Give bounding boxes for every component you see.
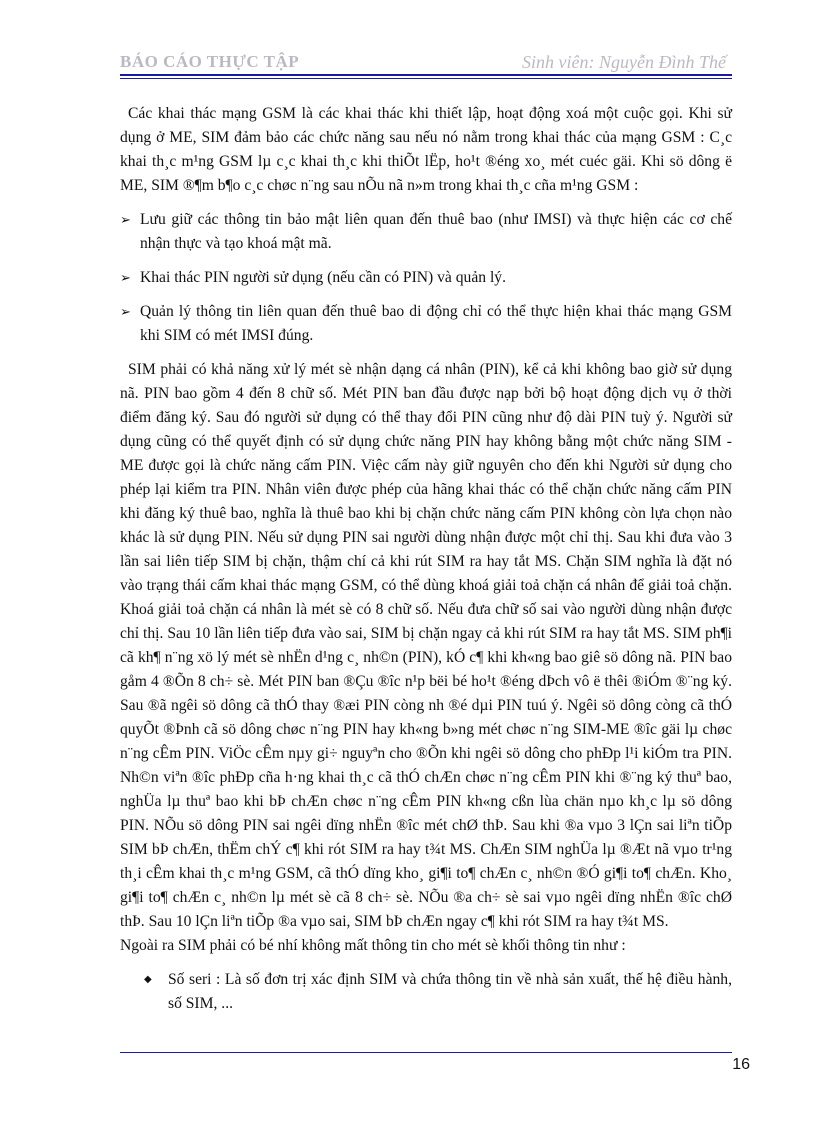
bullet-item [120,300,732,348]
document-body [120,102,732,1016]
serial-text: Số seri : Là số đơn trị xác định SIM và chứa thông tin về nhà sản xuất, thế hệ điều hành, số SIM, ... [168,971,732,1012]
header-rule [120,74,732,76]
header-report-title: BÁO CÁO THỰC TẬP [120,52,300,71]
bullet-item [120,266,732,290]
paragraph-intro: Các khai thác mạng GSM là các khai thác khi thiết lập, hoạt động xoá một cuộc gọi. Khi sử dụng ở ME, SIM đảm bảo các chức năng sau nếu nó nằm trong khai thác của mạng GSM : C¸c khai th¸c m¹ng GSM lµ c¸c khai th¸c khi thiÕt lËp, ho¹t ®éng xo¸ mét cuéc gäi. Khi sö dông ë ME, SIM ®¶m b¶o c¸c chøc n¨ng sau nÕu nã n»m trong khai th¸c cña m¹ng GSM : [120,105,732,194]
bullet-text: Lưu giữ các thông tin bảo mật liên quan đến thuê bao (như IMSI) và thực hiện các cơ chế nhận thực và tạo khoá mật mã. [140,211,732,252]
arrow-bullet-icon: ➢ [120,212,131,227]
paragraph-pin: SIM phải có khả năng xử lý mét sè nhận dạng cá nhân (PIN), kể cả khi không bao giờ sử dụng nã. PIN bao gồm 4 đến 8 chữ số. Mét PIN ban đầu được nạp bởi bộ hoạt động dịch vụ ở thời điểm đăng ký. Sau đó người sử dụng có thể thay đổi PIN cũng như độ dài PIN tuỳ ý. Người sử dụng cũng có thể quyết định có sử dụng chức năng PIN hay không bằng một chức năng SIM - ME được gọi là chức năng cấm PIN. Việc cấm này giữ nguyên cho đến khi Người sử dụng cho phép lại kiểm tra PIN. Nhân viên được phép của hãng khai thác có thể chặn chức năng cấm PIN khi đăng ký thuê bao, nghĩa là thuê bao khi bị chặn chức năng cấm PIN không còn lựa chọn nào khác là sử dụng PIN. Nếu sử dụng PIN sai người dùng nhận được một chỉ thị. Sau khi đưa vào 3 lần sai liên tiếp SIM bị chặn, thậm chí cả khi rút SIM ra hay tắt MS. Chặn SIM nghĩa là đặt nó vào trạng thái cấm khai thác mạng GSM, có thể dùng khoá giải toả chặn cá nhân để giải toả chặn. Khoá giải toả chặn cá nhân là mét sè có 8 chữ số. Nếu đưa chữ số sai vào người dùng nhận được chỉ thị. Sau 10 lần liên tiếp đưa vào sai, SIM bị chặn ngay cả khi rút SIM ra hay tắt MS. SIM ph¶i cã kh¶ n¨ng xö lý mét sè nhËn d¹ng c¸ nh©n (PIN), kÓ c¶ khi kh«ng bao giê sö dông nã. PIN bao gåm 4 ®Õn 8 ch÷ sè. Mét PIN ban ®Çu ®îc n¹p bëi bé ho¹t ®éng dÞch vô ë thêi ®iÓm ®¨ng ký. Sau ®ã ngêi sö dông cã thÓ thay ®æi PIN còng nh ®é dµi PIN tuú ý. Ngêi sö dông còng cã thÓ quyÕt ®Þnh cã sö dông chøc n¨ng PIN hay kh«ng b»ng mét chøc n¨ng SIM-ME ®îc gäi lµ chøc n¨ng cÊm PIN. ViÖc cÊm nµy gi÷ nguyªn cho ®Õn khi ngêi sö dông cho phÐp l¹i kiÓm tra PIN. Nh©n viªn ®îc phÐp cña h·ng khai th¸c cã thÓ chÆn chøc n¨ng cÊm PIN khi ®¨ng ký thuª bao, nghÜa lµ thuª bao khi bÞ chÆn chøc n¨ng cÊm PIN kh«ng cßn lùa chän nµo kh¸c lµ sö dông PIN. NÕu sö dông PIN sai ngêi dïng nhËn ®îc mét chØ thÞ. Sau khi ®a vµo 3 lÇn sai liªn tiÕp SIM bÞ chÆn, thËm chÝ c¶ khi rót SIM ra hay t¾t MS. ChÆn SIM nghÜa lµ ®Æt nã vµo tr¹ng th¸i cÊm khai th¸c m¹ng GSM, cã thÓ dïng kho¸ gi¶i to¶ chÆn c¸ nh©n ®Ó gi¶i to¶ chÆn. Kho¸ gi¶i to¶ chÆn c¸ nh©n lµ mét sè cã 8 ch÷ sè. NÕu ®a ch÷ sè sai vµo ngêi dïng nhËn ®îc chØ thÞ. Sau 10 lÇn liªn tiÕp ®a vµo sai, SIM bÞ chÆn ngay c¶ khi rót SIM ra hay t¾t MS. [120,361,732,930]
page-header [120,44,732,74]
paragraph-memory: Ngoài ra SIM phải có bé nhí không mất thông tin cho mét sè khối thông tin như : [120,937,626,954]
header-student-name: Sinh viên: Nguyễn Đình Thế [522,52,726,72]
bullet-text: Quản lý thông tin liên quan đến thuê bao di động chỉ có thể thực hiện khai thác mạng GSM khi SIM có mét IMSI đúng. [140,303,732,344]
page-number: 16 [732,1056,750,1073]
header-rule-thin [120,78,732,79]
footer-rule [120,1052,732,1053]
list-item-serial [144,968,732,1016]
bullet-item [120,208,732,256]
arrow-bullet-icon: ➢ [120,304,131,319]
arrow-bullet-icon: ➢ [120,270,131,285]
diamond-bullet-icon: ◆ [144,974,152,985]
bullet-text: Khai thác PIN người sử dụng (nếu cần có PIN) và quản lý. [140,269,506,286]
